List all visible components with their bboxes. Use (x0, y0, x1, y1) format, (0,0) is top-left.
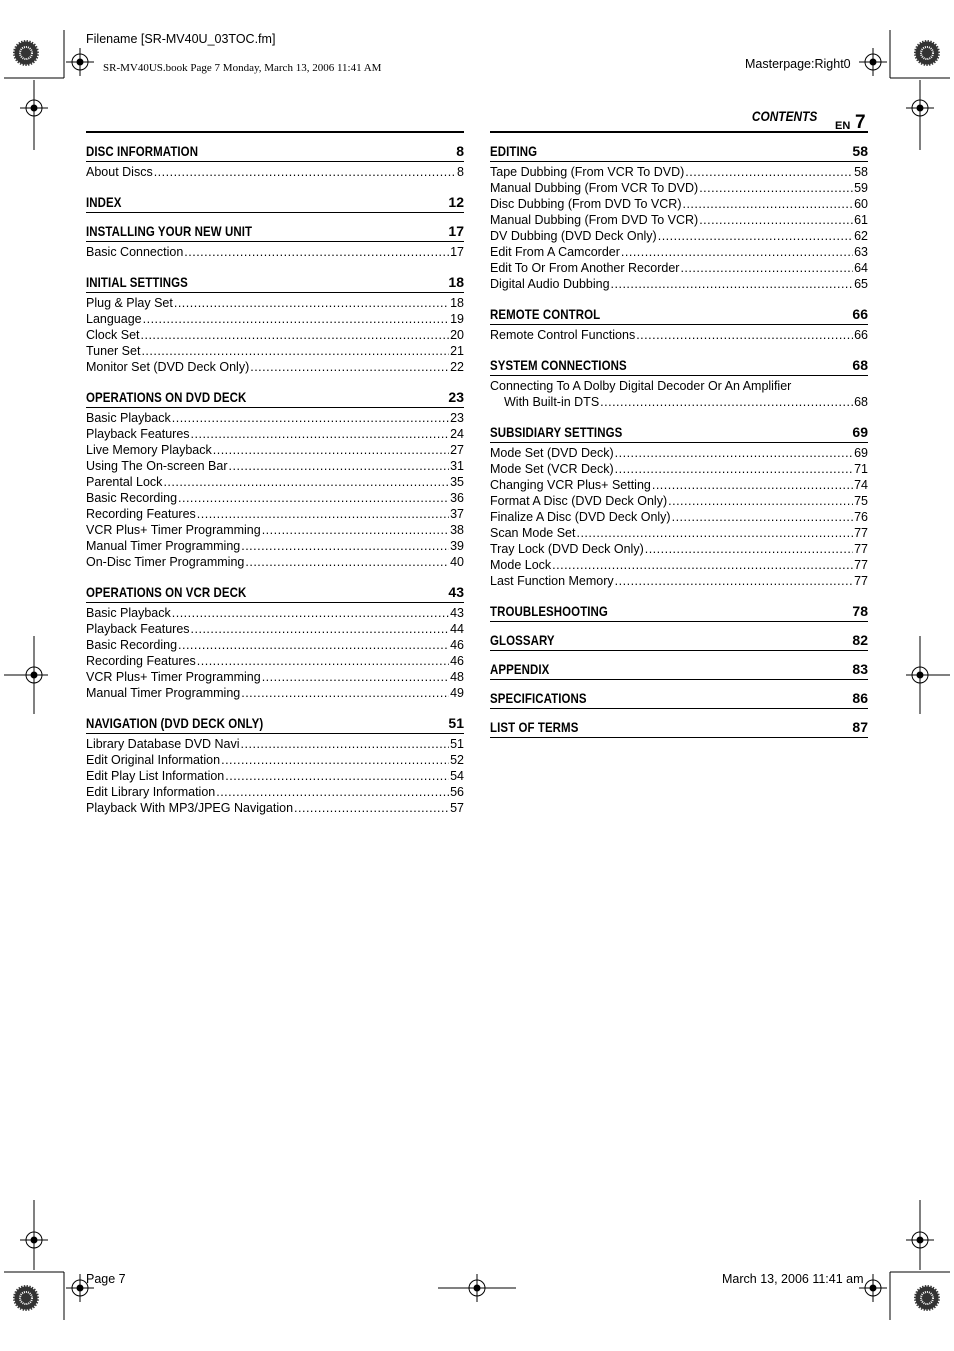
entry-page-number: 17 (450, 245, 464, 259)
footer-date-label: March 13, 2006 11:41 am (722, 1272, 864, 1286)
entry-label: VCR Plus+ Timer Programming (86, 523, 261, 537)
entry-page-number: 36 (450, 491, 464, 505)
entry-label: Playback Features (86, 622, 190, 636)
entry-label: Monitor Set (DVD Deck Only) (86, 360, 250, 374)
entry-label: Plug & Play Set (86, 296, 173, 310)
entry-page-number: 62 (854, 229, 868, 243)
entry-page-number: 65 (854, 277, 868, 291)
entry-label: Scan Mode Set (490, 526, 576, 540)
entry-page-number: 18 (450, 296, 464, 310)
entry-label: Playback Features (86, 427, 190, 441)
entry-page-number: 44 (450, 622, 464, 636)
entry-page-number: 61 (854, 213, 868, 227)
section-title: INITIAL SETTINGS (86, 274, 188, 290)
entry-page-number: 19 (450, 312, 464, 326)
masterpage-label: Masterpage:Right0 (745, 57, 851, 71)
entry-page-number: 52 (450, 753, 464, 767)
section-title: INDEX (86, 194, 122, 210)
entry-label: Edit Play List Information (86, 769, 225, 783)
entry-label: Recording Features (86, 654, 196, 668)
entry-label: Manual Dubbing (From VCR To DVD) (490, 181, 699, 195)
entry-label: Basic Playback (86, 411, 171, 425)
entry-label: Edit Library Information (86, 785, 216, 799)
entry-page-number: 56 (450, 785, 464, 799)
entry-page-number: 43 (450, 606, 464, 620)
entry-page-number: 20 (450, 328, 464, 342)
section-page-number: 78 (852, 603, 868, 619)
entry-page-number: 37 (450, 507, 464, 521)
section-page-number: 17 (448, 223, 464, 239)
section-title: SYSTEM CONNECTIONS (490, 357, 627, 373)
section-title: OPERATIONS ON DVD DECK (86, 389, 247, 405)
entry-page-number: 77 (854, 558, 868, 572)
entry-label: Manual Timer Programming (86, 539, 241, 553)
section-title: EDITING (490, 143, 538, 159)
entry-page-number: 49 (450, 686, 464, 700)
entry-label: Edit Original Information (86, 753, 221, 767)
entry-page-number: 31 (450, 459, 464, 473)
section-title: APPENDIX (490, 661, 550, 677)
entry-label: Basic Recording (86, 491, 178, 505)
entry-label: Library Database DVD Navi (86, 737, 240, 751)
entry-page-number: 8 (457, 165, 464, 179)
entry-page-number: 46 (450, 654, 464, 668)
entry-page-number: 35 (450, 475, 464, 489)
section-title: REMOTE CONTROL (490, 306, 601, 322)
section-title: SUBSIDIARY SETTINGS (490, 424, 623, 440)
entry-label: Remote Control Functions (490, 328, 636, 342)
entry-label: Basic Connection (86, 245, 184, 259)
section-page-number: 12 (448, 194, 464, 210)
section-page-number: 82 (852, 632, 868, 648)
entry-page-number: 40 (450, 555, 464, 569)
entry-page-number: 24 (450, 427, 464, 441)
entry-label: Playback With MP3/JPEG Navigation (86, 801, 294, 815)
book-info-line: SR-MV40US.book Page 7 Monday, March 13, 2006 11:41 AM (103, 62, 382, 74)
entry-page-number: 27 (450, 443, 464, 457)
entry-label: Tuner Set (86, 344, 141, 358)
entry-page-number: 60 (854, 197, 868, 211)
entry-label: Finalize A Disc (DVD Deck Only) (490, 510, 671, 524)
entry-label: Manual Timer Programming (86, 686, 241, 700)
entry-page-number: 77 (854, 526, 868, 540)
filename-label: Filename [SR-MV40U_03TOC.fm] (86, 32, 276, 46)
section-page-number: 18 (448, 274, 464, 290)
section-title: INSTALLING YOUR NEW UNIT (86, 223, 253, 239)
entry-page-number: 46 (450, 638, 464, 652)
entry-page-number: 71 (854, 462, 868, 476)
section-page-number: 51 (448, 715, 464, 731)
entry-label: Connecting To A Dolby Digital Decoder Or An Amplifier (490, 379, 792, 393)
section-page-number: 58 (852, 143, 868, 159)
entry-label: Basic Playback (86, 606, 171, 620)
entry-page-number: 76 (854, 510, 868, 524)
entry-label: Format A Disc (DVD Deck Only) (490, 494, 668, 508)
entry-label: Edit To Or From Another Recorder (490, 261, 680, 275)
entry-label: Tape Dubbing (From VCR To DVD) (490, 165, 685, 179)
entry-label: Clock Set (86, 328, 140, 342)
section-title: NAVIGATION (DVD DECK ONLY) (86, 715, 264, 731)
entry-label: Manual Dubbing (From DVD To VCR) (490, 213, 699, 227)
entry-label: Recording Features (86, 507, 196, 521)
section-title: GLOSSARY (490, 632, 555, 648)
entry-page-number: 22 (450, 360, 464, 374)
entry-label: Changing VCR Plus+ Setting (490, 478, 651, 492)
entry-page-number: 38 (450, 523, 464, 537)
entry-label: Using The On-screen Bar (86, 459, 228, 473)
entry-label: About Discs (86, 165, 153, 179)
entry-page-number: 48 (450, 670, 464, 684)
section-title: LIST OF TERMS (490, 719, 579, 735)
section-title: SPECIFICATIONS (490, 690, 587, 706)
entry-page-number: 21 (450, 344, 464, 358)
entry-page-number: 77 (854, 542, 868, 556)
section-page-number: 69 (852, 424, 868, 440)
language-code: EN (835, 120, 851, 132)
contents-title: CONTENTS (751, 109, 817, 124)
section-page-number: 68 (852, 357, 868, 373)
entry-page-number: 23 (450, 411, 464, 425)
entry-page-number: 59 (854, 181, 868, 195)
entry-label: Digital Audio Dubbing (490, 277, 610, 291)
entry-page-number: 54 (450, 769, 464, 783)
entry-page-number: 39 (450, 539, 464, 553)
entry-label: Disc Dubbing (From DVD To VCR) (490, 197, 682, 211)
page-number: 7 (855, 112, 866, 133)
entry-label: Last Function Memory (490, 574, 614, 588)
entry-page-number: 66 (854, 328, 868, 342)
entry-label: Mode Set (VCR Deck) (490, 462, 614, 476)
footer-page-label: Page 7 (86, 1272, 126, 1286)
entry-label: Parental Lock (86, 475, 163, 489)
entry-page-number: 63 (854, 245, 868, 259)
entry-label: Live Memory Playback (86, 443, 212, 457)
section-page-number: 66 (852, 306, 868, 322)
section-page-number: 86 (852, 690, 868, 706)
entry-label: Basic Recording (86, 638, 178, 652)
entry-page-number: 58 (854, 165, 868, 179)
entry-page-number: 77 (854, 574, 868, 588)
section-page-number: 8 (456, 143, 464, 159)
entry-label: Mode Lock (490, 558, 552, 572)
entry-label: Tray Lock (DVD Deck Only) (490, 542, 644, 556)
entry-label: On-Disc Timer Programming (86, 555, 245, 569)
entry-label: Language (86, 312, 142, 326)
section-title: OPERATIONS ON VCR DECK (86, 584, 247, 600)
entry-label: Edit From A Camcorder (490, 245, 620, 259)
section-page-number: 83 (852, 661, 868, 677)
entry-label: DV Dubbing (DVD Deck Only) (490, 229, 657, 243)
entry-label: VCR Plus+ Timer Programming (86, 670, 261, 684)
entry-page-number: 74 (854, 478, 868, 492)
entry-page-number: 57 (450, 801, 464, 815)
entry-page-number: 64 (854, 261, 868, 275)
entry-page-number: 69 (854, 446, 868, 460)
section-title: TROUBLESHOOTING (490, 603, 608, 619)
entry-page-number: 75 (854, 494, 868, 508)
entry-label-continued: With Built-in DTS (504, 395, 600, 409)
entry-page-number: 68 (854, 395, 868, 409)
section-page-number: 87 (852, 719, 868, 735)
section-page-number: 23 (448, 389, 464, 405)
section-page-number: 43 (448, 584, 464, 600)
entry-label: Mode Set (DVD Deck) (490, 446, 614, 460)
entry-page-number: 51 (450, 737, 464, 751)
section-title: DISC INFORMATION (86, 143, 199, 159)
